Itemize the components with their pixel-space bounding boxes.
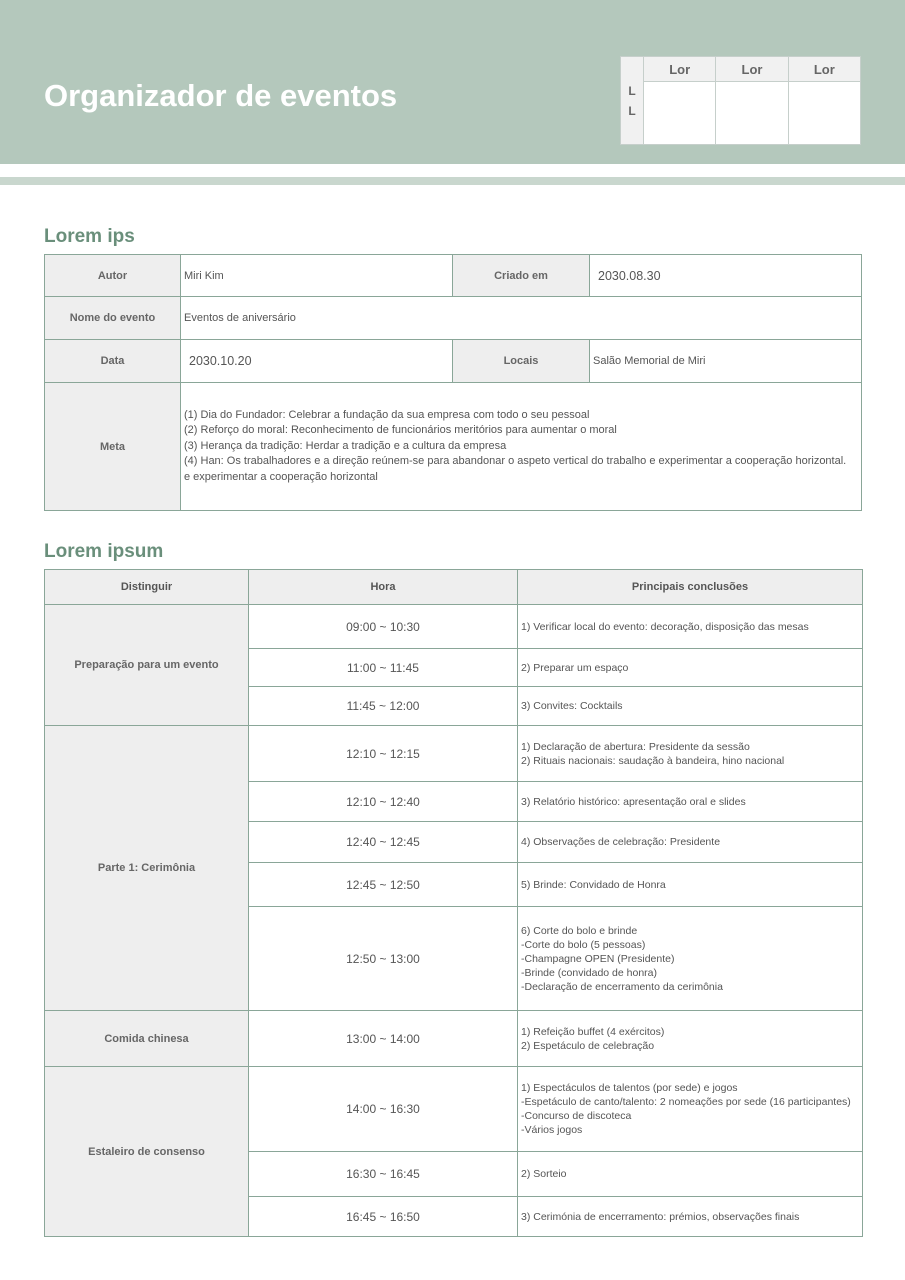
schedule-section-title: Lorem ipsum xyxy=(44,541,164,562)
schedule-note-line: 1) Declaração de abertura: Presidente da sessão xyxy=(521,740,750,753)
schedule-notes xyxy=(518,726,863,782)
schedule-note-line: 1) Verificar local do evento: decoração, disposição das mesas xyxy=(521,620,809,633)
schedule-note-line: 2) Sorteio xyxy=(521,1168,567,1180)
location-label: Locais xyxy=(453,340,590,383)
schedule-notes xyxy=(518,907,863,1011)
approval-column-1: Lor xyxy=(644,57,716,82)
schedule-note-line: 5) Brinde: Convidado de Honra xyxy=(521,878,666,891)
schedule-row xyxy=(45,1067,863,1152)
schedule-note-line: 6) Corte do bolo e brinde xyxy=(521,924,638,937)
schedule-note-line: -Concurso de discoteca xyxy=(521,1110,632,1122)
schedule-time: 12:10 ~ 12:40 xyxy=(249,782,518,822)
schedule-note-line: 1) Refeição buffet (4 exércitos) xyxy=(521,1025,665,1038)
schedule-notes xyxy=(518,863,863,907)
goal-line: (4) Han: Os trabalhadores e a direção reúnem-se para abandonar o aspeto vertical do trabalho e experimentar a cooperação horizontal. xyxy=(184,455,847,468)
schedule-group-name: Preparação para um evento xyxy=(45,605,249,726)
schedule-note-line: -Champagne OPEN (Presidente) xyxy=(521,952,675,965)
schedule-time: 12:45 ~ 12:50 xyxy=(249,863,518,907)
schedule-notes xyxy=(518,782,863,822)
schedule-time: 16:30 ~ 16:45 xyxy=(249,1152,518,1197)
schedule-notes xyxy=(518,1152,863,1197)
schedule-note-line: 1) Espectáculos de talentos (por sede) e jogos xyxy=(521,1082,738,1094)
goal-label: Meta xyxy=(45,383,181,511)
location-value: Salão Memorial de Miri xyxy=(590,340,862,383)
schedule-notes xyxy=(518,687,863,726)
schedule-note-line: 2) Preparar um espaço xyxy=(521,661,629,674)
schedule-time: 14:00 ~ 16:30 xyxy=(249,1067,518,1152)
schedule-note-line: 3) Relatório histórico: apresentação oral e slides xyxy=(521,795,746,808)
event-name-label: Nome do evento xyxy=(45,297,181,340)
schedule-notes xyxy=(518,822,863,863)
schedule-notes xyxy=(518,605,863,649)
schedule-note-line: -Brinde (convidado de honra) xyxy=(521,966,657,979)
schedule-note-line: 3) Cerimónia de encerramento: prémios, observações finais xyxy=(521,1210,800,1223)
goal-line: e experimentar a cooperação horizontal xyxy=(184,470,378,483)
header-time: Hora xyxy=(249,570,518,605)
schedule-time: 11:45 ~ 12:00 xyxy=(249,687,518,726)
event-name-value: Eventos de aniversário xyxy=(181,297,862,340)
approval-side-label xyxy=(621,57,644,145)
approval-side-2: L xyxy=(628,103,636,118)
schedule-time: 16:45 ~ 16:50 xyxy=(249,1197,518,1237)
schedule-note-line: 4) Observações de celebração: Presidente xyxy=(521,836,721,848)
schedule-notes xyxy=(518,1197,863,1237)
schedule-note-line: -Espetáculo de canto/talento: 2 nomeações por sede (16 participantes) xyxy=(521,1096,851,1108)
schedule-notes xyxy=(518,1011,863,1067)
header-notes: Principais conclusões xyxy=(518,570,863,605)
approval-sign-3[interactable] xyxy=(788,82,860,145)
schedule-note-line: 2) Rituais nacionais: saudação à bandeira, hino nacional xyxy=(521,754,785,767)
approval-sign-1[interactable] xyxy=(644,82,716,145)
date-label: Data xyxy=(45,340,181,383)
schedule-row xyxy=(45,726,863,782)
author-label: Autor xyxy=(45,255,181,297)
approval-column-3: Lor xyxy=(788,57,860,82)
schedule-notes xyxy=(518,649,863,687)
approval-sign-2[interactable] xyxy=(716,82,788,145)
schedule-note-line: 2) Espetáculo de celebração xyxy=(521,1039,655,1052)
schedule-note-line: -Declaração de encerramento da cerimônia xyxy=(521,980,723,993)
schedule-time: 11:00 ~ 11:45 xyxy=(249,649,518,687)
schedule-group-name: Comida chinesa xyxy=(45,1011,249,1067)
created-label: Criado em xyxy=(453,255,590,297)
date-value: 2030.10.20 xyxy=(181,340,453,383)
approval-box xyxy=(620,56,861,145)
goal-value xyxy=(181,383,862,511)
goal-line: (2) Reforço do moral: Reconhecimento de funcionários meritórios para aumentar o moral xyxy=(184,424,617,437)
schedule-note-line: -Vários jogos xyxy=(521,1124,583,1136)
goal-line: (3) Herança da tradição: Herdar a tradição e a cultura da empresa xyxy=(184,439,507,452)
schedule-row xyxy=(45,605,863,649)
schedule-group-name: Estaleiro de consenso xyxy=(45,1067,249,1237)
schedule-note-line: -Corte do bolo (5 pessoas) xyxy=(521,938,646,951)
approval-column-2: Lor xyxy=(716,57,788,82)
created-value: 2030.08.30 xyxy=(590,255,862,297)
schedule-time: 09:00 ~ 10:30 xyxy=(249,605,518,649)
schedule-time: 13:00 ~ 14:00 xyxy=(249,1011,518,1067)
info-section-title: Lorem ips xyxy=(44,226,135,247)
goal-line: (1) Dia do Fundador: Celebrar a fundação da sua empresa com todo o seu pessoal xyxy=(184,408,590,421)
schedule-time: 12:40 ~ 12:45 xyxy=(249,822,518,863)
header-stripe xyxy=(0,177,905,185)
schedule-time: 12:50 ~ 13:00 xyxy=(249,907,518,1011)
schedule-table xyxy=(44,569,863,1237)
approval-side-1: L xyxy=(628,83,636,98)
schedule-notes xyxy=(518,1067,863,1152)
schedule-note-line: 3) Convites: Cocktails xyxy=(521,700,623,712)
schedule-row xyxy=(45,1011,863,1067)
info-table xyxy=(44,254,862,511)
header-group: Distinguir xyxy=(45,570,249,605)
schedule-group-name: Parte 1: Cerimônia xyxy=(45,726,249,1011)
page-title: Organizador de eventos xyxy=(44,78,398,113)
schedule-time: 12:10 ~ 12:15 xyxy=(249,726,518,782)
author-value: Miri Kim xyxy=(181,255,453,297)
